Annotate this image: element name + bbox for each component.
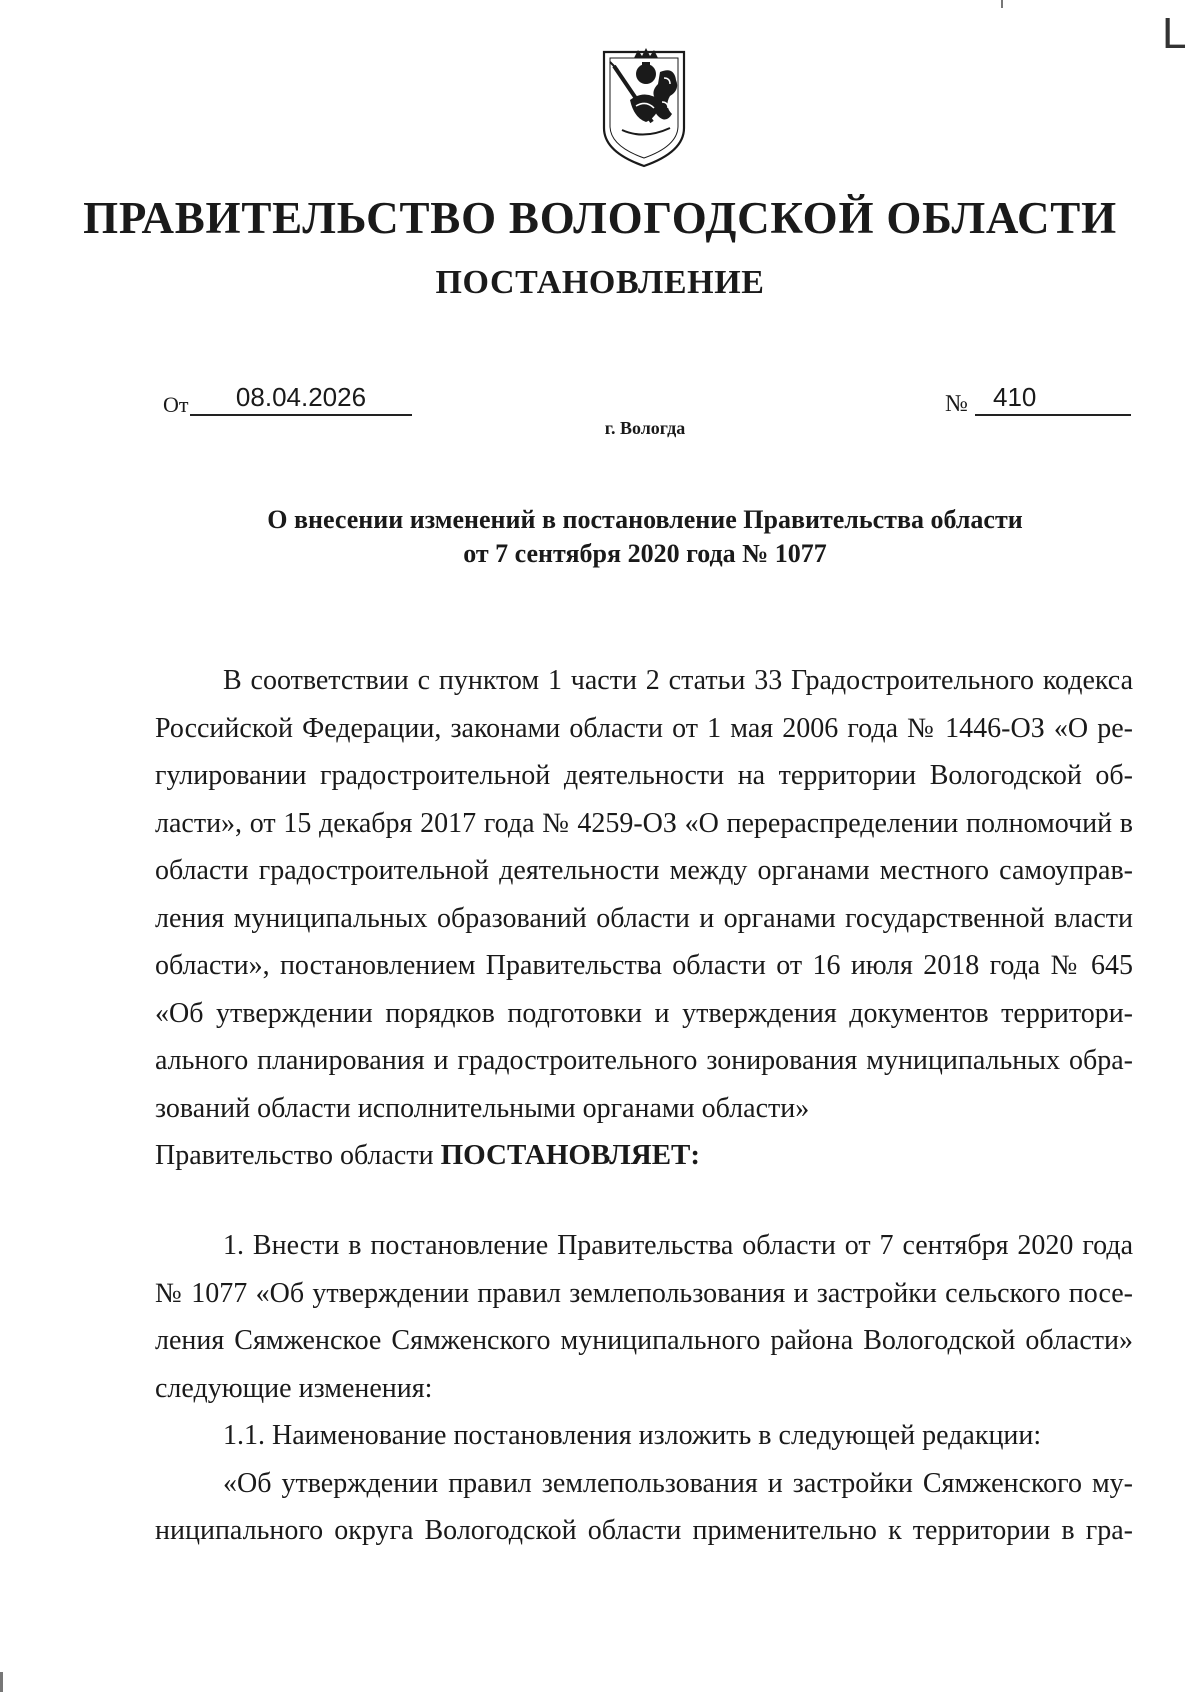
item-1-1-line: 1.1. Наименование постановления изложить в следующей редакции:: [223, 1420, 1042, 1451]
coat-of-arms-emblem: [600, 44, 688, 170]
document-number: 410: [975, 380, 1131, 416]
text-line: Российской Федерации, законами области от 1 мая 2006 года № 1446-ОЗ «О ре-: [155, 712, 1133, 744]
resolves-prefix: Правительство области: [155, 1140, 441, 1171]
document-type: ПОСТАНОВЛЕНИЕ: [435, 264, 765, 301]
document-subject: [0, 503, 1200, 571]
preamble-paragraph: [155, 657, 1133, 1180]
date-prefix: От: [163, 392, 189, 417]
item-1-paragraph: [155, 1222, 1133, 1555]
text-line: № 1077 «Об утверждении правил землепользования и застройки сельского посе-: [155, 1277, 1133, 1309]
subject-line: от 7 сентября 2020 года № 1077: [463, 539, 827, 568]
text-line: гулировании градостроительной деятельности на территории Вологодской об-: [155, 760, 1133, 791]
text-line: области», постановлением Правительства области от 16 июля 2018 года № 645: [155, 950, 1133, 981]
handwritten-corner-mark: L: [1162, 9, 1187, 58]
resolves-line: [155, 1132, 1133, 1180]
quote-line: «Об утверждении правил землепользования и застройки Сямженского му-: [223, 1467, 1133, 1499]
government-title: ПРАВИТЕЛЬСТВО ВОЛОГОДСКОЙ ОБЛАСТИ: [83, 193, 1117, 243]
scan-mark-top: [1001, 0, 1003, 8]
resolves-word: ПОСТАНОВЛЯЕТ:: [440, 1139, 701, 1171]
document-date: 08.04.2026: [190, 380, 412, 416]
quote-line: ниципального округа Вологодской области применительно к территории в гра-: [155, 1515, 1133, 1546]
text-line: ления муниципальных образований области и органами государственной власти: [155, 902, 1133, 934]
subject-line: О внесении изменений в постановление Правительства области: [267, 505, 1023, 534]
text-line: 1. Внести в постановление Правительства области от 7 сентября 2020 года: [223, 1230, 1133, 1261]
text-line: ления Сямженское Сямженского муниципального района Вологодской области»: [155, 1325, 1133, 1356]
scan-mark-left: [0, 1672, 3, 1692]
city-label: г. Вологда: [604, 418, 686, 438]
text-line: В соответствии с пунктом 1 части 2 статьи 33 Градостроительного кодекса: [223, 665, 1133, 696]
text-line: ласти», от 15 декабря 2017 года № 4259-ОЗ «О перераспределении полномочий в: [155, 807, 1133, 839]
text-line: ального планирования и градостроительного зонирования муниципальных обра-: [155, 1045, 1133, 1076]
text-line: следующие изменения:: [155, 1372, 433, 1404]
text-line: области градостроительной деятельности между органами местного самоуправ-: [155, 855, 1133, 886]
text-line: зований области исполнительными органами области»: [155, 1092, 810, 1124]
text-line: «Об утверждении порядков подготовки и утверждения документов территори-: [155, 997, 1133, 1029]
number-prefix: №: [945, 391, 968, 417]
